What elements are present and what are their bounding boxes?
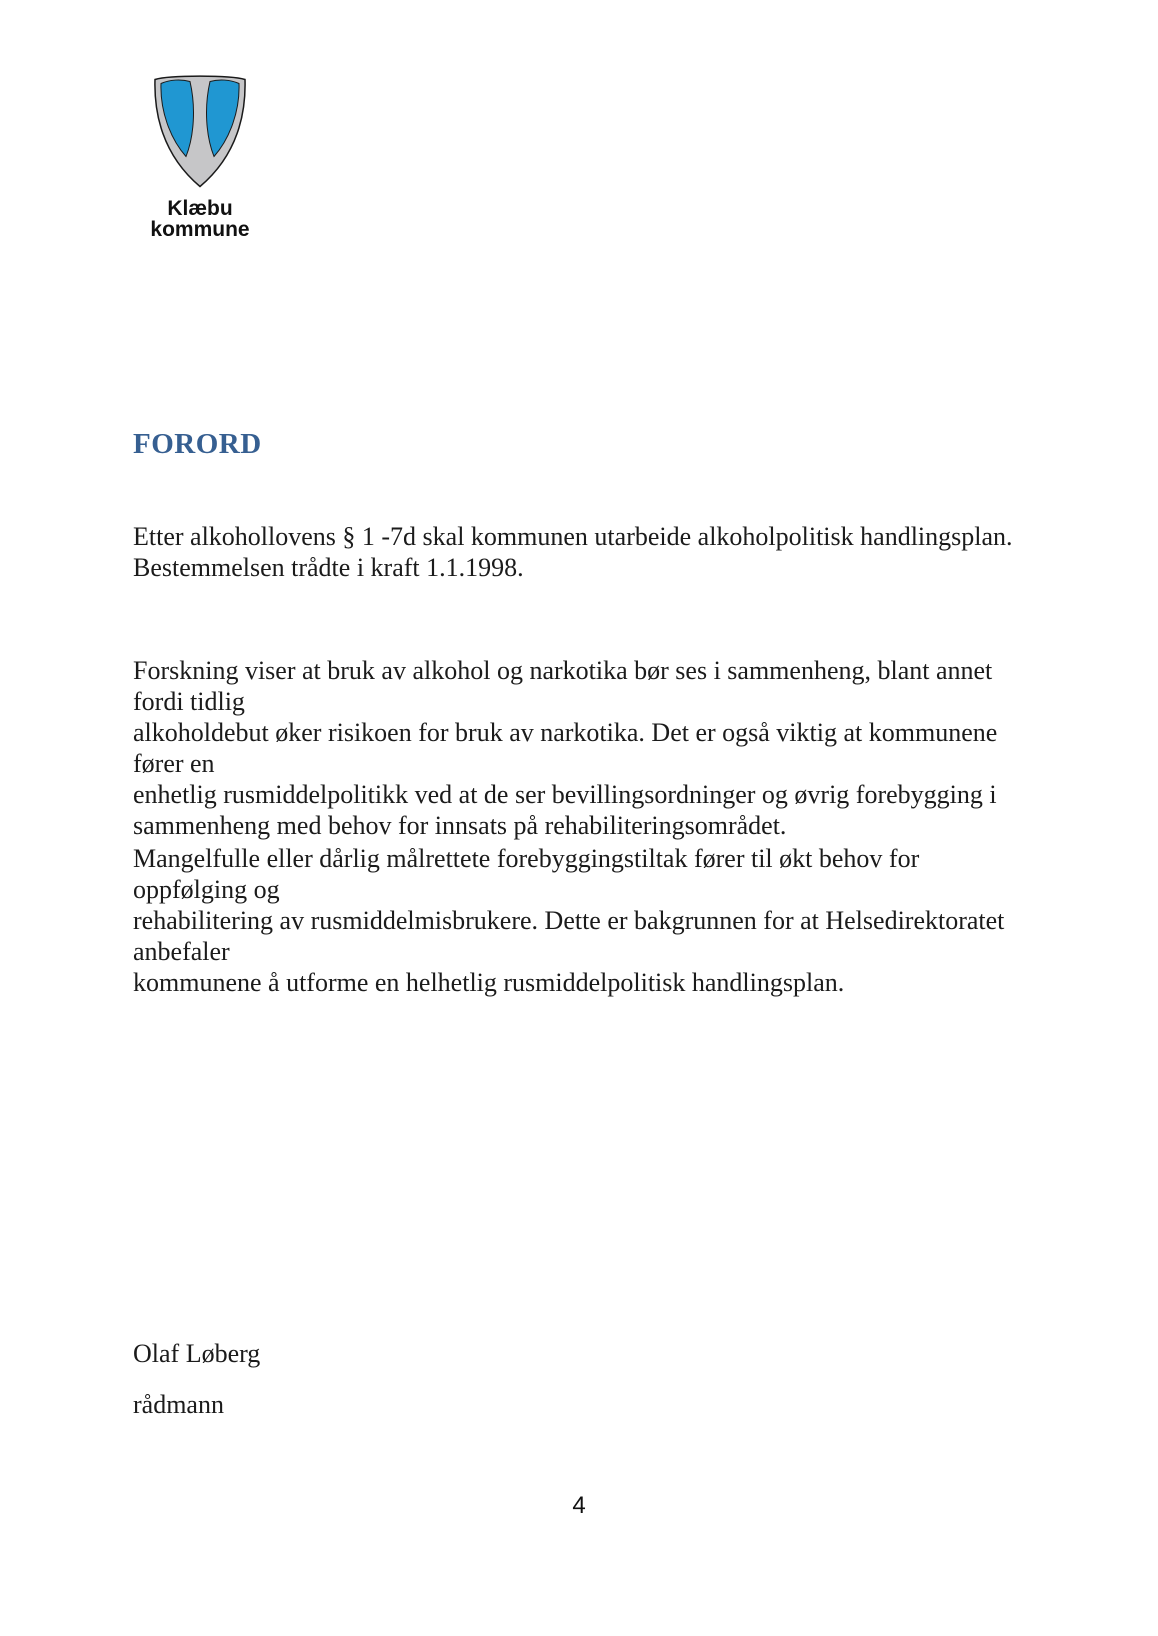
logo-text-line1: Klæbu	[167, 197, 233, 220]
coat-of-arms-icon	[150, 72, 250, 190]
section-heading-forord: FORORD	[133, 428, 262, 460]
signature-name: Olaf Løberg	[133, 1339, 261, 1368]
paragraph-recommendation: Mangelfulle eller dårlig målrettete forebyggingstiltak fører til økt behov for oppfølging og rehabilitering av rusmiddelmisbrukere. Dette er bakgrunnen for at Helsedirektoratet anbefaler kommunene å utforme en helhetlig rusmiddelpolitisk handlingsplan.	[133, 844, 1005, 997]
signature-title: rådmann	[133, 1390, 224, 1419]
page-number: 4	[572, 1492, 586, 1519]
logo-text	[145, 198, 255, 240]
left-emblem-shape	[161, 80, 194, 157]
right-emblem-shape	[207, 80, 240, 157]
logo-text-line2: kommune	[150, 218, 250, 241]
paragraph-legal-basis: Etter alkohollovens § 1 -7d skal kommunen utarbeide alkoholpolitisk handlingsplan. Bestemmelsen trådte i kraft 1.1.1998.	[133, 522, 1013, 582]
municipality-logo	[145, 72, 255, 240]
paragraph-research: Forskning viser at bruk av alkohol og narkotika bør ses i sammenheng, blant annet fordi tidlig alkoholdebut øker risikoen for bruk av narkotika. Det er også viktig at kommunene fører en enhetlig rusmiddelpolitikk ved at de ser bevillingsordninger og øvrig forebygging i sammenheng med behov for innsats på rehabiliteringsområdet.	[133, 656, 998, 840]
